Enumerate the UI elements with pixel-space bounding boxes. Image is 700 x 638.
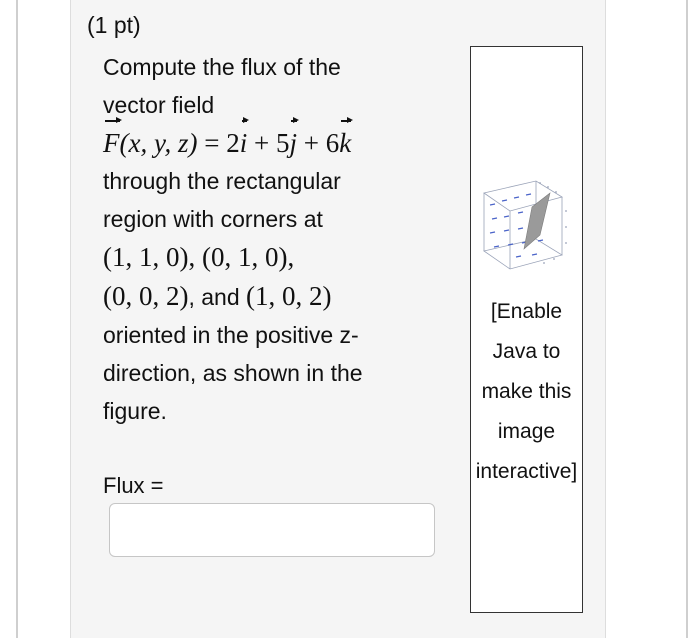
vector-field-formula: [103, 124, 453, 162]
enable-java-caption: [471, 292, 582, 492]
corner-and-text: , and: [188, 284, 247, 310]
unit-vector-j: j: [289, 124, 297, 162]
caption-line-2: Java to: [492, 340, 561, 363]
field-plus-6: + 6: [296, 128, 340, 158]
problem-statement: [103, 48, 453, 430]
corner-3: (0, 0, 2): [103, 281, 189, 311]
problem-line-1: Compute the flux of the: [103, 54, 341, 80]
corner-1: (1, 1, 0): [103, 242, 189, 272]
caption-line-3: make this: [481, 380, 572, 403]
field-plus-5: + 5: [247, 128, 290, 158]
corner-4: (1, 0, 2): [246, 281, 332, 311]
problem-line-5: region with corners at: [103, 206, 323, 232]
problem-line-9: direction, as shown in the: [103, 360, 363, 386]
problem-line-2: vector field: [103, 92, 215, 118]
corner-2: (0, 1, 0): [201, 242, 288, 272]
corner-comma-1: ,: [188, 242, 202, 272]
vector-F: F: [103, 124, 120, 162]
problem-line-4: through the rectangular: [103, 168, 341, 194]
corner-comma-2: ,: [287, 242, 295, 272]
caption-line-1: [Enable: [490, 300, 563, 323]
problem-line-10: figure.: [103, 398, 167, 424]
corners-line-2: [103, 277, 453, 316]
caption-line-4: image: [497, 420, 556, 443]
unit-vector-k: k: [339, 124, 351, 162]
flux-label: Flux =: [103, 473, 164, 498]
field-eq-2: = 2: [197, 128, 240, 158]
field-arguments: (x, y, z): [119, 128, 198, 158]
vector-field-plot-icon: [474, 171, 580, 277]
java-applet-box: [470, 46, 583, 613]
points-label: (1 pt): [87, 12, 141, 38]
flux-answer-input[interactable]: [109, 503, 435, 557]
corners-line-1: [103, 238, 453, 277]
caption-line-5: interactive]: [475, 460, 578, 483]
problem-line-8: oriented in the positive z-: [103, 322, 359, 348]
unit-vector-i: i: [240, 124, 248, 162]
